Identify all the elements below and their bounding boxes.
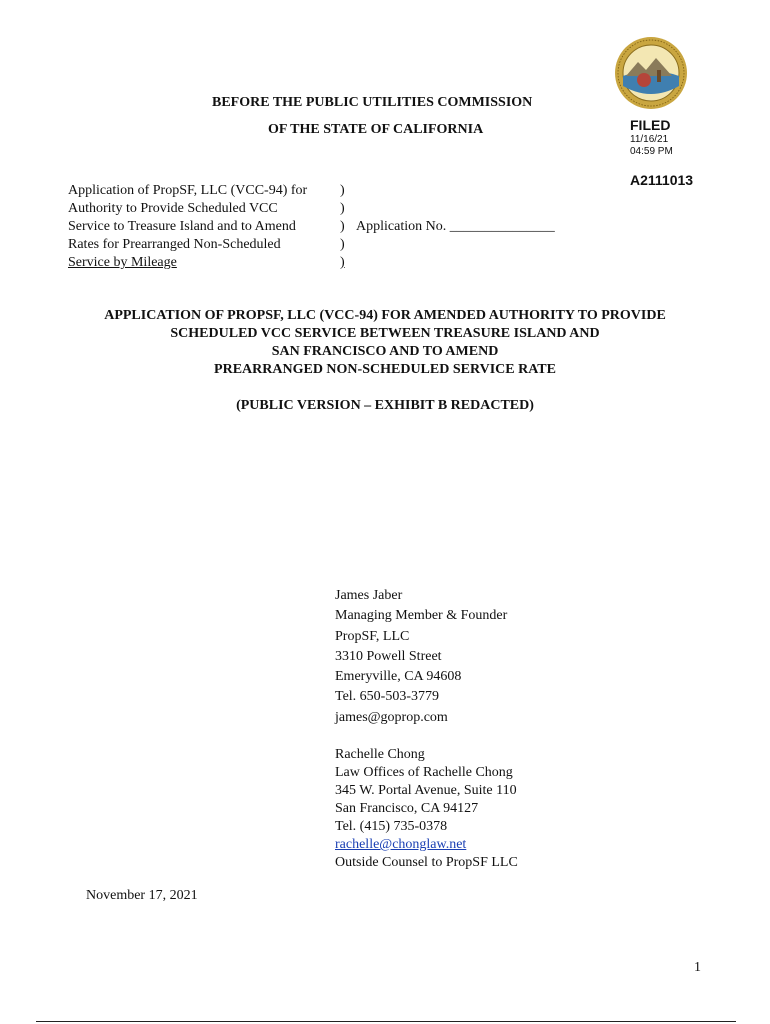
document-title (40, 307, 730, 379)
title-line: SAN FRANCISCO AND TO AMEND (271, 344, 499, 359)
application-number: Application No. _______________ (356, 219, 555, 234)
california-seal-icon (614, 36, 688, 110)
case-caption (68, 182, 555, 272)
filed-date: 11/16/21 (630, 134, 669, 145)
filed-label: FILED (630, 117, 671, 133)
caption-paren: ) (340, 219, 345, 234)
caption-paren: ) (340, 255, 345, 270)
caption-line: Service to Treasure Island and to Amend (68, 219, 296, 234)
contact-phone: Tel. 650-503-3779 (335, 689, 440, 705)
caption-line: Service by Mileage (68, 255, 177, 270)
contact-street: 345 W. Portal Avenue, Suite 110 (335, 783, 517, 798)
caption-line: Authority to Provide Scheduled VCC (68, 201, 278, 216)
contact-street: 3310 Powell Street (335, 648, 442, 664)
caption-line: Application of PropSF, LLC (VCC-94) for (68, 183, 308, 198)
state-heading: OF THE STATE OF CALIFORNIA (268, 122, 484, 137)
contact-firm: Law Offices of Rachelle Chong (335, 765, 513, 780)
contact-name: Rachelle Chong (335, 747, 425, 762)
filed-time: 04:59 PM (630, 146, 673, 157)
contact-phone: Tel. (415) 735-0378 (335, 819, 448, 834)
counsel-contact (335, 746, 518, 872)
contact-role: Outside Counsel to PropSF LLC (335, 855, 518, 870)
filed-stamp (630, 116, 673, 158)
footer-rule (36, 1021, 736, 1022)
contact-city: San Francisco, CA 94127 (335, 801, 479, 816)
caption-paren: ) (340, 237, 345, 252)
counsel-email-link[interactable]: rachelle@chonglaw.net (335, 837, 467, 852)
title-line: PREARRANGED NON-SCHEDULED SERVICE RATE (214, 362, 556, 377)
contact-name: James Jaber (335, 588, 403, 603)
contact-city: Emeryville, CA 94608 (335, 669, 462, 685)
title-line: SCHEDULED VCC SERVICE BETWEEN TREASURE ISLAND AND (170, 326, 600, 341)
commission-heading: BEFORE THE PUBLIC UTILITIES COMMISSION (212, 95, 533, 110)
contact-title: Managing Member & Founder (335, 608, 508, 624)
contact-company: PropSF, LLC (335, 628, 410, 644)
filing-date: November 17, 2021 (86, 888, 198, 903)
title-line: APPLICATION OF PROPSF, LLC (VCC-94) FOR AMENDED AUTHORITY TO PROVIDE (104, 308, 666, 323)
caption-paren: ) (340, 183, 345, 198)
applicant-contact (335, 586, 507, 728)
caption-paren: ) (340, 201, 345, 216)
caption-line: Rates for Prearranged Non-Scheduled (68, 237, 281, 252)
docket-number: A2111013 (630, 172, 694, 188)
contact-email: james@goprop.com (335, 709, 448, 725)
page-number: 1 (694, 960, 701, 975)
public-version-note: (PUBLIC VERSION – EXHIBIT B REDACTED) (236, 398, 534, 413)
